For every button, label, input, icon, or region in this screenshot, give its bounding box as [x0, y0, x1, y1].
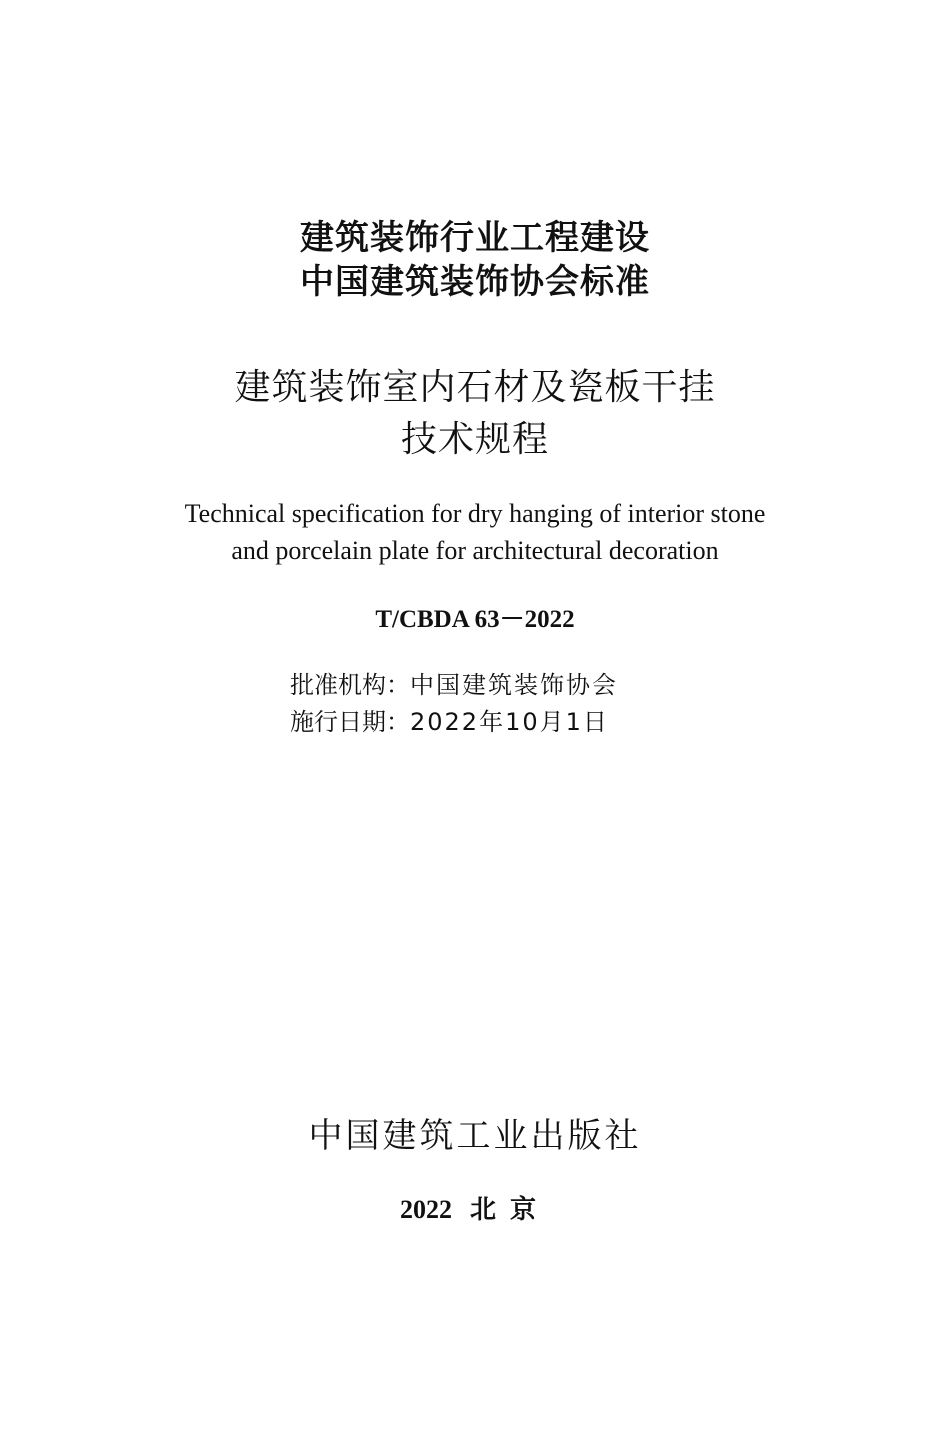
- approval-label: 批准机构：: [290, 671, 410, 699]
- effective-label: 施行日期：: [290, 708, 410, 736]
- header-line-1: 建筑装饰行业工程建设: [300, 218, 650, 258]
- approval-value: 中国建筑装饰协会: [410, 671, 618, 699]
- title-cn-line-2: 技术规程: [400, 419, 549, 460]
- approval-authority: [290, 670, 618, 700]
- title-en-line-2: and porcelain plate for architectural decoration: [231, 536, 719, 565]
- publication-year: 2022: [399, 1195, 452, 1224]
- publisher-name: 中国建筑工业出版社: [308, 1116, 642, 1156]
- title-en-line-1: Technical specification for dry hanging of interior stone: [184, 499, 766, 528]
- title-cn-line-1: 建筑装饰室内石材及瓷板干挂: [234, 367, 716, 408]
- header-line-2: 中国建筑装饰协会标准: [300, 262, 650, 302]
- publication-city: 北京: [469, 1195, 550, 1225]
- effective-value: 2022年10月1日: [410, 708, 609, 736]
- standard-code: T/CBDA 63－2022: [375, 606, 575, 633]
- effective-date: [290, 707, 609, 737]
- publication-place: [0, 1194, 950, 1226]
